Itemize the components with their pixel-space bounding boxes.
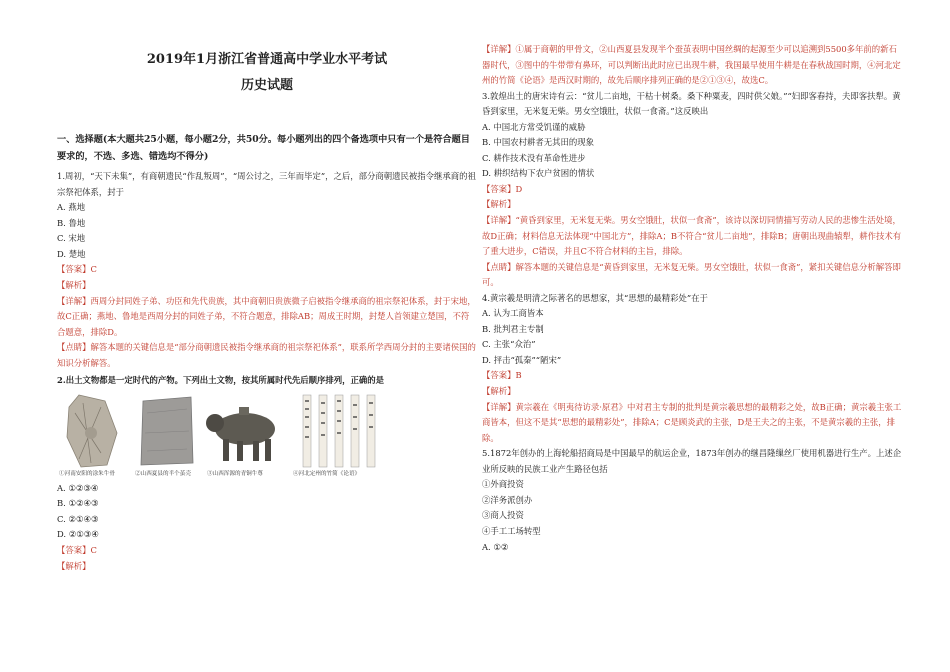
oracle-bone-image [61, 393, 121, 469]
q2-artifact-images [57, 393, 477, 481]
q2-analysis-label: 【解析】 [57, 560, 91, 571]
q1-tip: 【点睛】解答本题的关键信息是“部分商朝遗民被指令继承商的祖宗祭祀体系”，联系所学西周分封的主要诸侯国的知识分析解答。 [57, 342, 476, 368]
q1-answer: 【答案】C [57, 264, 97, 275]
q1-option-c: C. 宋地 [57, 233, 86, 244]
q4-detail: 【详解】黄宗羲在《明夷待访录·原君》中对君主专制的批判是黄宗羲思想的最精彩之处，故B正确；黄宗羲主张工商皆本，但这不是其“思想的最精彩处”，排除A；C是顾炎武的主张，D是王夫之的主张，不是黄宗羲的主张，排除。 [482, 401, 902, 443]
q5-item-1: ①外商投资 [482, 479, 524, 490]
q4-answer: 【答案】B [482, 370, 522, 381]
exam-title: 2019年1月浙江省普通高中学业水平考试 [146, 52, 388, 67]
q3-tip: 【点睛】解答本题的关键信息是“黄昏到家里，无米复无柴。男女空饿肚，状似一食斋”，紧扣关键信息分析解答即可。 [482, 261, 901, 288]
q2-caption-3: ③山西浑源的青铜牛尊 [207, 470, 263, 477]
q3-detail: 【详解】“黄昏到家里，无米复无柴。男女空饿肚，状似一食斋”，该诗以深切同情描写劳动人民的悲惨生活处境，故D正确；材料信息无法体现“中国北方”，排除A；B不符合“贫儿二亩地”，排除B；唐朝出现曲辕犁，耕作技术有了重大进步，C错误，并且C不符合材料的主旨，排除。 [482, 215, 902, 257]
q4-stem: 4.黄宗羲是明清之际著名的思想家，其“思想的最精彩处”在于 [482, 292, 708, 303]
q1-stem: 1.周初，“天下未集”，有商朝遗民“作乱叛周”，“周公讨之，三年而毕定”，之后，部分商朝遗民被指令继承商的祖宗祭祀体系，封于 [57, 171, 476, 197]
q2-option-d: D. ②①③④ [57, 529, 99, 540]
q3-option-b: B. 中国农村耕者无其田的现象 [482, 137, 594, 148]
q4-option-a: A. 认为工商皆本 [482, 308, 544, 319]
q2-caption-1: ①河南安阳的涂朱牛骨 [59, 470, 115, 477]
bronze-ox-image [203, 393, 285, 469]
q3-option-a: A. 中国北方常受饥谨的威胁 [482, 121, 586, 132]
q2-caption-4: ④河北定州的竹简《论语》 [293, 470, 361, 477]
q5-option-a: A. ①② [482, 541, 509, 552]
q4-option-c: C. 主张“众治” [482, 339, 536, 350]
q1-option-d: D. 楚地 [57, 248, 86, 259]
exam-subtitle: 历史试题 [240, 78, 293, 93]
q2-detail: 【详解】①属于商朝的甲骨文，②山西夏县发现半个蚕茧表明中国丝绸的起源至少可以追溯到5500多年前的新石器时代，③图中的牛带带有鼻环，可以判断出此时应已出现牛耕，我国最早使用牛耕是在春秋战国时期，④河北定州的竹简《论语》是西汉时期的，故先后顺序排列正确的是②①③④，故选C。 [482, 44, 901, 85]
bamboo-slips-image [297, 393, 377, 469]
q4-analysis-label: 【解析】 [482, 386, 516, 397]
q1-detail: 【详解】西周分封同姓子弟、功臣和先代贵族，其中商朝旧贵族微子启被指令继承商的祖宗祭祀体系，封于宋地，故C正确；燕地、鲁地是西周分封的同姓子弟，不符合题意，排除AB；周成王时期，封楚人首领建立楚国，不符合题意，排除D。 [57, 295, 476, 337]
q4-option-d: D. 抨击“孤秦”“陋宋” [482, 354, 562, 365]
q4-option-b: B. 批判君主专制 [482, 323, 544, 334]
q2-option-c: C. ②①④③ [57, 513, 99, 524]
question-block-left [57, 131, 477, 574]
q5-item-3: ③商人投资 [482, 510, 524, 521]
q1-analysis-label: 【解析】 [57, 279, 91, 290]
q1-option-a: A. 燕地 [57, 202, 86, 212]
q2-option-b: B. ①②④③ [57, 498, 99, 509]
q2-caption-2: ②山西夏县的半个茧壳 [135, 470, 191, 477]
q2-answer: 【答案】C [57, 544, 97, 555]
section-heading: 一、选择题(本大题共25小题，每小题2分，共50分。每小题列出的四个备选项中只有一个是符合题目要求的，不选、多选、错选均不得分) [57, 134, 470, 162]
q1-option-b: B. 鲁地 [57, 217, 86, 228]
q5-item-4: ④手工工场转型 [482, 525, 541, 536]
q3-option-c: C. 耕作技术没有革命性进步 [482, 152, 586, 163]
q3-stem: 3.敦煌出土的唐宋诗有云：“贫儿二亩地，干枯十树桑。桑下种粟麦，四时供父娘。”“妇即客舂持，夫即客扶犁。黄昏到家里，无米复无柴。男女空饿肚，状似一食斋。”这反映出 [482, 90, 901, 116]
q3-answer: 【答案】D [482, 183, 523, 194]
q2-stem: 2.出土文物都是一定时代的产物。下列出土文物，按其所属时代先后顺序排列，正确的是 [57, 375, 384, 386]
q5-item-2: ②洋务派创办 [482, 494, 533, 505]
q5-stem: 5.1872年创办的上海轮船招商局是中国最早的航运企业，1873年创办的继昌隆缫丝厂使用机器进行生产。上述企业所反映的民族工业产生路径包括 [482, 448, 902, 474]
q3-analysis-label: 【解析】 [482, 199, 516, 210]
q3-option-d: D. 耕织结构下农户贫困的情状 [482, 168, 595, 179]
cocoon-image [137, 393, 197, 469]
question-block-right [482, 42, 902, 555]
q2-option-a: A. ①②③④ [57, 482, 99, 493]
